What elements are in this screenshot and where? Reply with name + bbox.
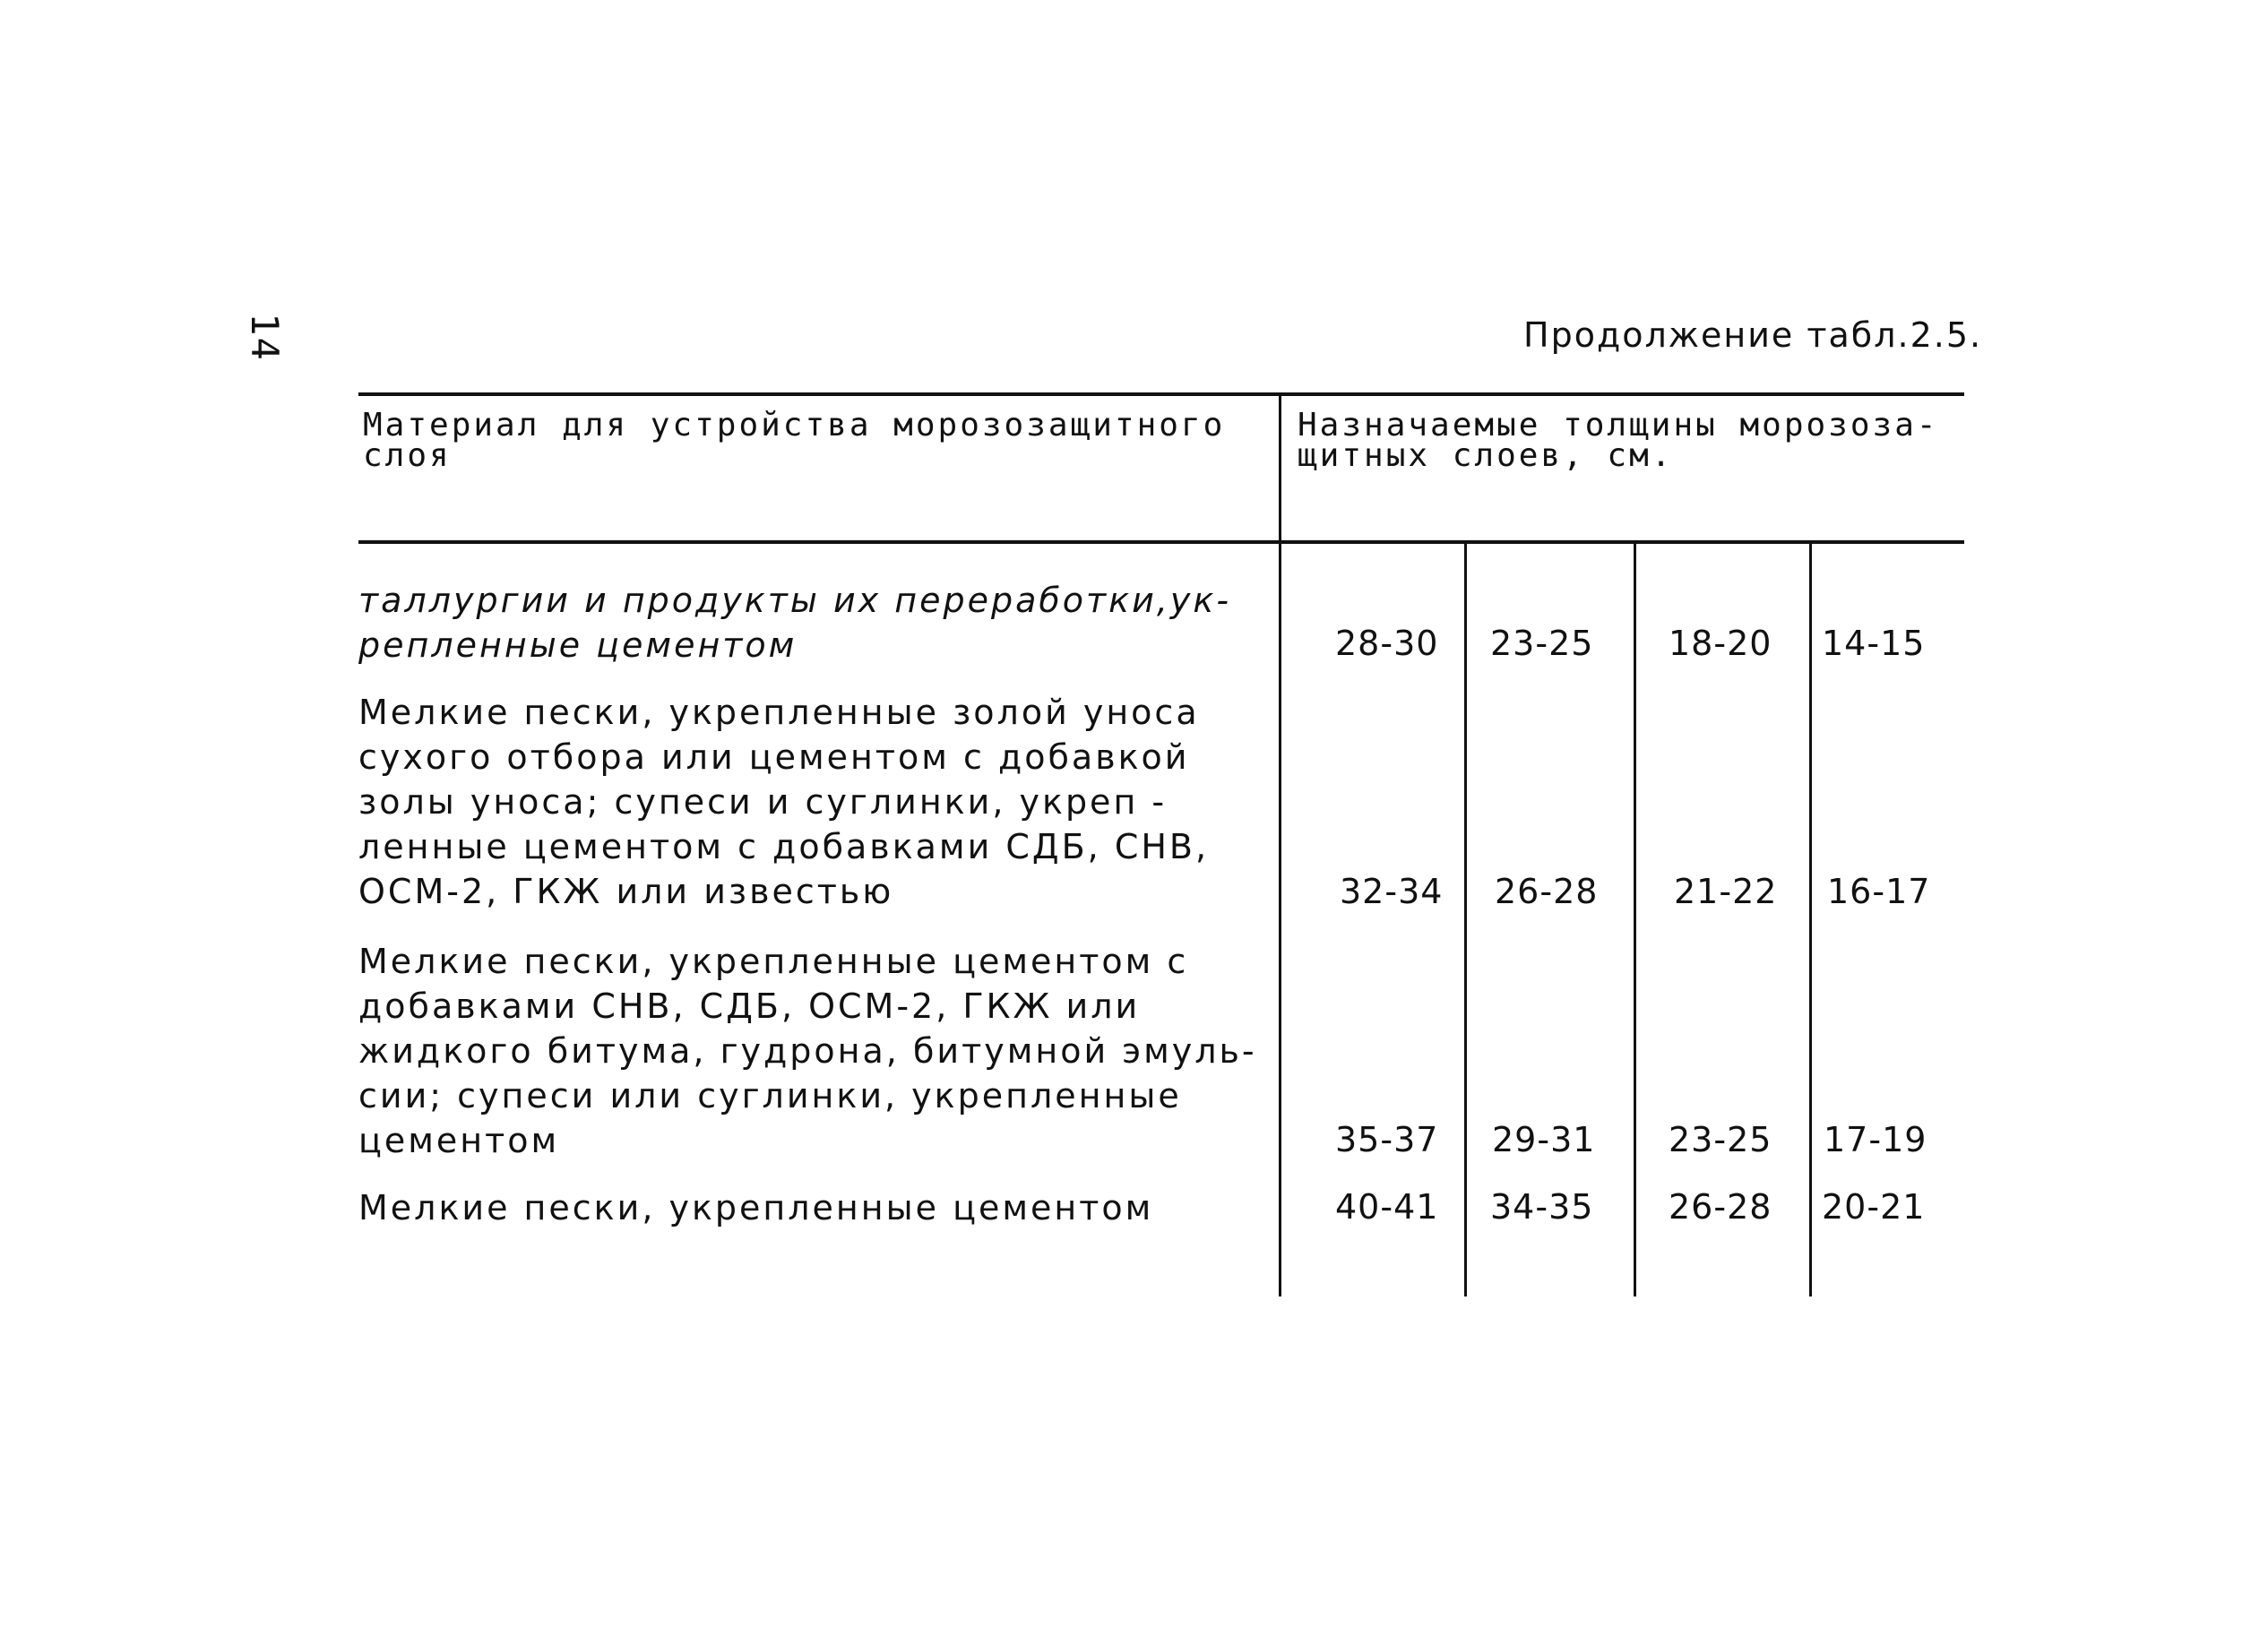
table-header-rule [358, 540, 1964, 544]
row-3-value-2: 29-31 [1492, 1120, 1596, 1159]
row-1-value-1: 28-30 [1335, 624, 1439, 663]
row-2-value-2: 26-28 [1495, 872, 1599, 911]
header-thickness: Назначаемые толщины морозоза- щитных слоев, см. [1298, 407, 1939, 474]
row-3-value-1: 35-37 [1335, 1120, 1439, 1159]
row-1-value-4: 14-15 [1822, 624, 1926, 663]
row-4-value-3: 26-28 [1669, 1187, 1772, 1227]
row-2-value-1: 32-34 [1340, 872, 1444, 911]
table-top-rule [358, 392, 1964, 396]
row-4-value-1: 40-41 [1335, 1187, 1439, 1227]
row-1-value-2: 23-25 [1490, 624, 1594, 663]
header-material: Материал для устройства морозозащитного слоя [363, 407, 1226, 474]
column-divider-2 [1464, 544, 1467, 1296]
row-1-value-3: 18-20 [1669, 624, 1772, 663]
row-3-value-4: 17-19 [1824, 1120, 1927, 1159]
row-4-value-2: 34-35 [1490, 1187, 1594, 1227]
row-2-value-4: 16-17 [1827, 872, 1931, 911]
row-4-value-4: 20-21 [1822, 1187, 1926, 1227]
row-2-value-3: 21-22 [1674, 872, 1778, 911]
row-1-material: таллургии и продукты их переработки,ук- репленные цементом [358, 581, 1232, 665]
row-2-material: Мелкие пески, укрепленные золой уноса сухого отбора или цементом с добавкой золы уноса; супеси и суглинки, укреп - ленные цементом с добавками СДБ, СНВ, ОСМ-2, ГКЖ или известью [358, 693, 1210, 911]
column-divider-main [1279, 396, 1281, 1296]
row-4-material: Мелкие пески, укрепленные цементом [358, 1188, 1154, 1227]
column-divider-3 [1634, 544, 1636, 1296]
page-number: 14 [242, 313, 287, 362]
table-continuation-label: Продолжение табл.2.5. [1523, 315, 1983, 355]
column-divider-4 [1809, 544, 1812, 1296]
row-3-value-3: 23-25 [1669, 1120, 1772, 1159]
row-3-material: Мелкие пески, укрепленные цементом с добавками СНВ, СДБ, ОСМ-2, ГКЖ или жидкого битума, гудрона, битумной эмуль- сии; супеси или суглинки, укрепленные цементом [358, 942, 1257, 1160]
